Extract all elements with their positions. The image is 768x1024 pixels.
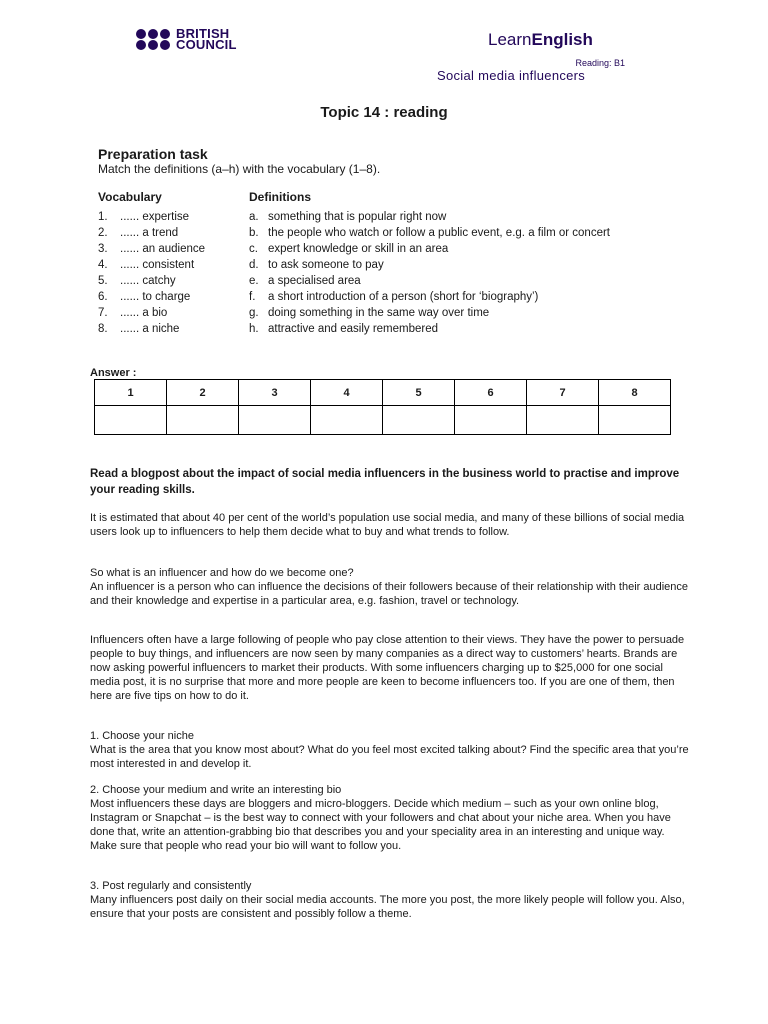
definition-item: e. a specialised area bbox=[249, 275, 361, 287]
definition-item: d. to ask someone to pay bbox=[249, 259, 384, 271]
answer-input-cell[interactable] bbox=[599, 406, 671, 435]
answer-header-cell: 3 bbox=[239, 380, 311, 406]
answer-header-cell: 5 bbox=[383, 380, 455, 406]
logo-dots-icon bbox=[136, 29, 170, 50]
reading-paragraph: Influencers often have a large following of people who pay close attention to their views. They have the power to persuade people to buy things, and influencers are now seen by many companies as a direct way to customers’ hearts. Brands are now asking powerful influencers to market their products. With some influencers charging up to $25,000 for one social media post, it is no surprise that more and more people are keen to become influencers too. If you are one of them, then here are five tips on how to do it. bbox=[90, 634, 685, 702]
answer-table bbox=[94, 379, 671, 435]
vocab-heading: Vocabulary bbox=[98, 190, 162, 204]
definitions-list bbox=[249, 209, 669, 337]
reading-paragraph: 3. Post regularly and consistently Many influencers post daily on their social media accounts. The more you post, the more likely people will follow you. Also, ensure that your posts are consistent and possibly follow a theme. bbox=[90, 880, 685, 920]
vocab-item: 6. ...... to charge bbox=[98, 291, 191, 303]
definition-item: a. something that is popular right now bbox=[249, 211, 447, 223]
answer-input-cell[interactable] bbox=[383, 406, 455, 435]
answer-header-cell: 1 bbox=[95, 380, 167, 406]
vocab-item: 7. ...... a bio bbox=[98, 307, 168, 319]
answer-header-cell: 4 bbox=[311, 380, 383, 406]
answer-header-cell: 8 bbox=[599, 380, 671, 406]
topic-subtitle: Social media influencers bbox=[437, 68, 586, 83]
answer-header-cell: 2 bbox=[167, 380, 239, 406]
definition-item: b. the people who watch or follow a public event, e.g. a film or concert bbox=[249, 227, 610, 239]
reading-level: Reading: B1 bbox=[575, 58, 625, 68]
prep-heading: Preparation task bbox=[98, 146, 208, 162]
definition-item: c. expert knowledge or skill in an area bbox=[249, 243, 449, 255]
definitions-heading: Definitions bbox=[249, 190, 311, 204]
answer-label: Answer : bbox=[90, 367, 137, 379]
definition-item: h. attractive and easily remembered bbox=[249, 323, 439, 335]
answer-input-cell[interactable] bbox=[311, 406, 383, 435]
vocab-item: 3. ...... an audience bbox=[98, 243, 206, 255]
vocab-item: 1. ...... expertise bbox=[98, 211, 190, 223]
learnenglish-title: LearnEnglish bbox=[488, 30, 593, 49]
answer-input-cell[interactable] bbox=[455, 406, 527, 435]
reading-paragraph: It is estimated that about 40 per cent of the world’s population use social media, and many of these billions of social media users look up to influencers to help them decide what to buy and what trends to follow. bbox=[90, 512, 685, 538]
answer-input-cell[interactable] bbox=[95, 406, 167, 435]
answer-input-cell[interactable] bbox=[239, 406, 311, 435]
definition-item: f. a short introduction of a person (short for ‘biography’) bbox=[249, 291, 539, 303]
answer-header-cell: 7 bbox=[527, 380, 599, 406]
reading-intro: Read a blogpost about the impact of social media influencers in the business world to practise and improve your reading skills. bbox=[90, 468, 680, 496]
reading-paragraph: 1. Choose your niche What is the area that you know most about? What do you feel most excited talking about? Find the specific area that you’re most interested in and develop it. bbox=[90, 730, 689, 770]
prep-instruction: Match the definitions (a–h) with the vocabulary (1–8). bbox=[98, 162, 381, 176]
reading-paragraph: 2. Choose your medium and write an interesting bio Most influencers these days are bloggers and micro-bloggers. Decide which medium – such as your own online blog, Instagram or Snapchat – is the best way to connect with your followers and chat about your niche area. When you have done that, write an attention-grabbing bio that describes you and your speciality area in an interesting and unique way. Make sure that people who read your bio will want to follow you. bbox=[90, 784, 671, 852]
answer-input-cell[interactable] bbox=[167, 406, 239, 435]
vocab-list bbox=[98, 209, 248, 337]
reading-paragraph: So what is an influencer and how do we become one? An influencer is a person who can influence the decisions of their followers because of their relationship with their audience and their knowledge and expertise in a particular area, e.g. fashion, travel or technology. bbox=[90, 567, 689, 607]
brand-name: BRITISH COUNCIL bbox=[176, 26, 237, 52]
vocab-item: 5. ...... catchy bbox=[98, 275, 176, 287]
vocab-item: 2. ...... a trend bbox=[98, 227, 179, 239]
british-council-logo bbox=[136, 28, 237, 50]
page-title: Topic 14 : reading bbox=[320, 104, 448, 121]
answer-header-cell: 6 bbox=[455, 380, 527, 406]
definition-item: g. doing something in the same way over time bbox=[249, 307, 490, 319]
vocab-item: 8. ...... a niche bbox=[98, 323, 180, 335]
answer-input-cell[interactable] bbox=[527, 406, 599, 435]
vocab-item: 4. ...... consistent bbox=[98, 259, 195, 271]
